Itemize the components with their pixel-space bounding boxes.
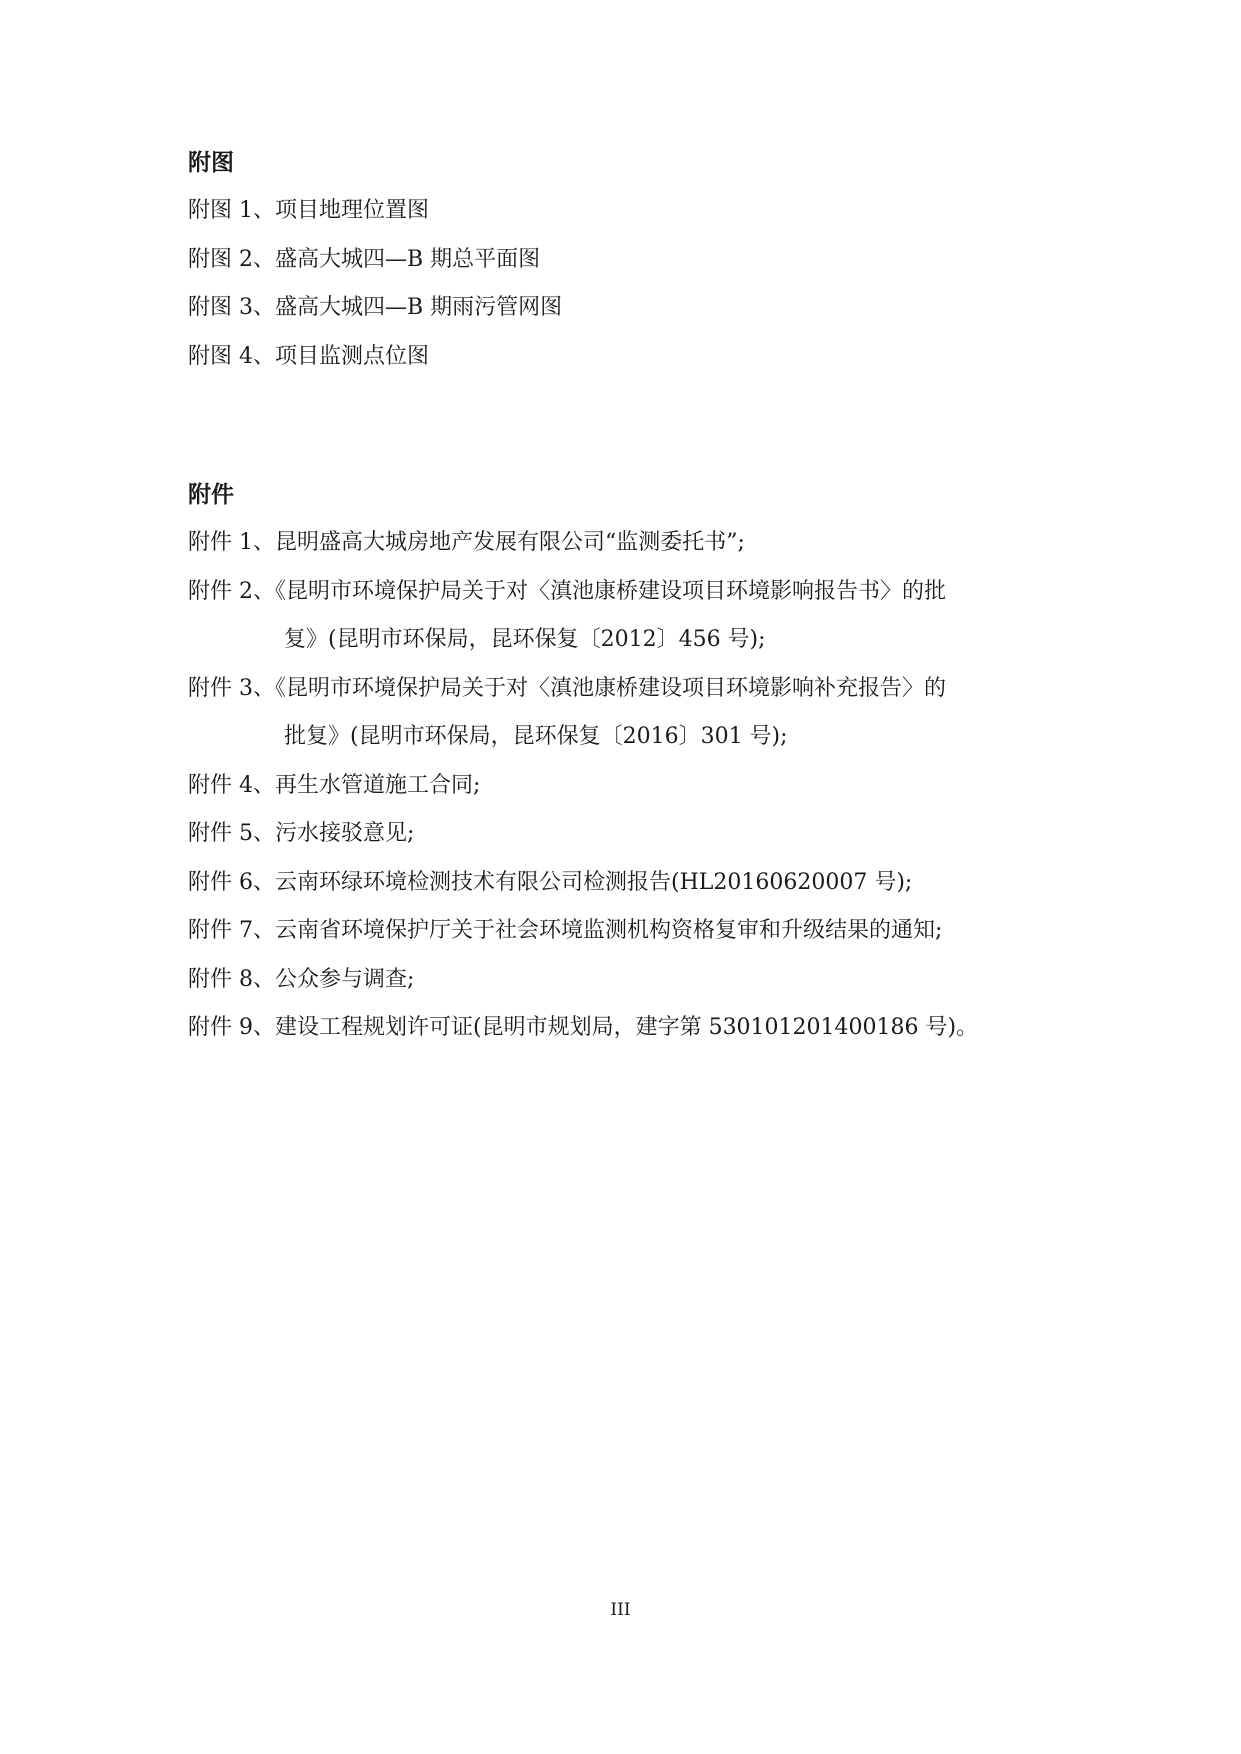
attachment-line: 附件 7、云南省环境保护厅关于社会环境监测机构资格复审和升级结果的通知; [188,918,943,943]
attachment-item [188,963,1068,997]
attachment-line-continued: 复》(昆明市环保局，昆环保复〔2012〕456 号); [284,627,766,652]
attachment-line: 附件 6、云南环绿环境检测技术有限公司检测报告(HL20160620007 号); [188,869,913,895]
attachment-item [188,575,1068,658]
figure-item: 附图 1、项目地理位置图 [188,198,429,223]
figures-heading: 附图 [188,149,234,176]
attachment-line: 附件 8、公众参与调查; [188,966,415,992]
attachment-line-continued: 批复》(昆明市环保局，昆环保复〔2016〕301 号); [284,724,788,749]
attachment-item [188,817,1068,851]
attachment-line: 附件 1、昆明盛高大城房地产发展有限公司“监测委托书”; [188,530,745,555]
figure-item: 附图 4、项目监测点位图 [188,343,429,369]
attachments-heading: 附件 [188,481,234,508]
figure-item: 附图 2、盛高大城四—B 期总平面图 [188,246,541,272]
figure-item: 附图 3、盛高大城四—B 期雨污管网图 [188,295,563,320]
attachment-item [188,526,1068,560]
attachment-item [188,672,1068,755]
attachment-item [188,1011,1068,1045]
attachment-item [188,866,1068,900]
attachment-line: 附件 4、再生水管道施工合同; [188,772,481,798]
page-number: III [610,1600,631,1620]
attachment-item [188,769,1068,803]
attachment-line: 附件 3、《昆明市环境保护局关于对〈滇池康桥建设项目环境影响补充报告〉的 [188,675,946,701]
attachment-line: 附件 9、建设工程规划许可证(昆明市规划局，建字第 530101201400186 号)。 [188,1015,979,1040]
attachment-line: 附件 5、污水接驳意见; [188,821,415,846]
figures-section [188,146,1068,388]
attachment-line: 附件 2、《昆明市环境保护局关于对〈滇池康桥建设项目环境影响报告书〉的批 [188,578,946,604]
attachment-item [188,914,1068,948]
attachments-section [188,478,1068,1060]
